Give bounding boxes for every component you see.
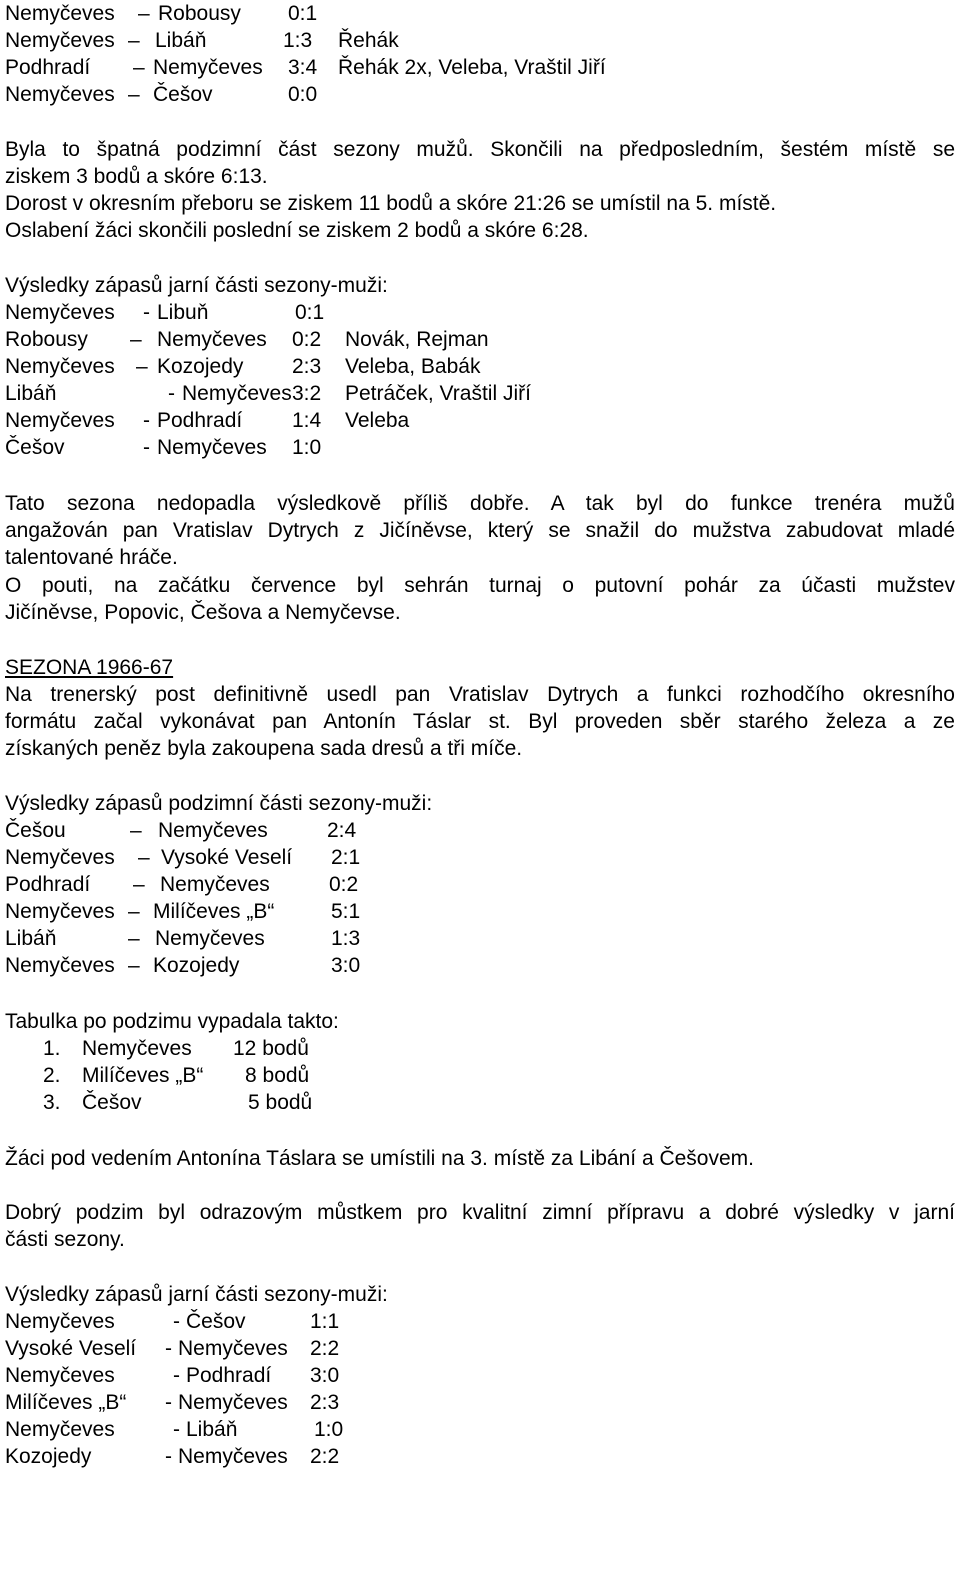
dash: – [138,846,150,869]
dash: - [143,301,150,324]
scorers: Petráček, Vraštil Jiří [345,382,531,405]
away-team: Kozojedy [157,355,244,378]
home-team: Češou [5,819,66,842]
dash: – [130,328,142,351]
dash: – [128,927,140,950]
rank: 1. [43,1037,61,1060]
score: 1:4 [292,409,322,432]
dash: - [165,1391,172,1414]
summary-line: Oslabení žáci skončili poslední se ziskem 2 bodů a skóre 6:28. [5,219,589,242]
home-team: Milíčeves „B“ [5,1391,127,1414]
score: 3:0 [331,954,361,977]
away-team: Podhradí [186,1364,272,1387]
away-team: Vysoké Veselí [161,846,293,869]
dash: - [143,409,150,432]
score: 1:3 [331,927,361,950]
team: Nemyčeves [82,1037,192,1060]
home-team: Podhradí [5,873,91,896]
home-team: Nemyčeves [5,301,115,324]
scorers: Novák, Rejman [345,328,489,351]
dash: - [168,382,175,405]
away-team: Libuň [157,301,209,324]
score: 1:0 [292,436,322,459]
home-team: Nemyčeves [5,29,115,52]
away-team: Nemyčeves [178,1337,288,1360]
section-heading: Výsledky zápasů jarní části sezony-muži: [5,274,388,297]
paragraph-line: formátu začal vykonávat pan Antonín Táslar st. Byl proveden sběr starého železa a ze [5,710,955,733]
score: 1:3 [283,29,313,52]
match-row [5,407,410,434]
summary-line: Dorost v okresním přeboru se ziskem 11 bodů a skóre 21:26 se umístil na 5. místě. [5,192,777,215]
scorers: Veleba, Babák [345,355,481,378]
away-team: Nemyčeves [178,1391,288,1414]
match-row [5,871,359,898]
points: 5 bodů [248,1091,313,1114]
home-team: Nemyčeves [5,846,115,869]
dash: - [165,1445,172,1468]
paragraph-line: angažován pan Vratislav Dytrych z Jičíněvse, který se snažil do mužstva zabudovat mladé [5,519,955,542]
match-row [5,1335,340,1362]
match-row [5,952,361,979]
match-row [5,925,361,952]
scorers: Veleba [345,409,410,432]
paragraph-line: získaných peněz byla zakoupena sada dresů a tři míče. [5,737,523,760]
home-team: Nemyčeves [5,900,115,923]
dash: – [133,873,145,896]
score: 2:1 [331,846,361,869]
youth-note: Žáci pod vedením Antonína Táslara se umístili na 3. místě za Libání a Češovem. [5,1147,754,1170]
paragraph-line: Jičíněvse, Popovic, Češova a Nemyčevse. [5,601,401,624]
match-row [5,1389,340,1416]
home-team: Kozojedy [5,1445,92,1468]
scorers: Řehák 2x, Veleba, Vraštil Jiří [338,56,606,79]
paragraph-line: Tato sezona nedopadla výsledkově příliš dobře. A tak byl do funkce trenéra mužů [5,492,955,515]
dash: – [128,83,140,106]
home-team: Nemyčeves [5,355,115,378]
match-row [5,81,318,108]
score: 2:3 [292,355,322,378]
paragraph-line: O pouti, na začátku července byl sehrán turnaj o putovní pohár za účasti mužstev [5,574,955,597]
scorers: Řehák [338,29,399,52]
away-team: Milíčeves „B“ [153,900,275,923]
score: 0:2 [292,328,322,351]
away-team: Nemyčeves [155,927,265,950]
dash: – [138,2,150,25]
match-row [5,817,357,844]
summary-line: Byla to špatná podzimní část sezony mužů. Skončili na předposledním, šestém místě se [5,138,955,161]
score: 1:0 [314,1418,344,1441]
home-team: Vysoké Veselí [5,1337,137,1360]
dash: – [133,56,145,79]
score: 5:1 [331,900,361,923]
away-team: Nemyčeves [153,56,263,79]
paragraph-line: Dobrý podzim byl odrazovým můstkem pro kvalitní zimní přípravu a dobré výsledky v jarní [5,1201,955,1224]
home-team: Nemyčeves [5,83,115,106]
home-team: Libáň [5,382,57,405]
score: 2:2 [310,1337,340,1360]
home-team: Nemyčeves [5,1310,115,1333]
match-row [5,898,361,925]
match-row [5,353,481,380]
paragraph-line: Na trenerský post definitivně usedl pan Vratislav Dytrych a funkci rozhodčího okresního [5,683,955,706]
paragraph-line: talentované hráče. [5,546,178,569]
dash: - [173,1310,180,1333]
paragraph-line: části sezony. [5,1228,125,1251]
dash: - [143,436,150,459]
match-row [5,27,399,54]
score: 2:3 [310,1391,340,1414]
match-row [5,326,489,353]
score: 3:0 [310,1364,340,1387]
match-row [5,1443,340,1470]
dash: - [173,1364,180,1387]
table-row [5,1089,313,1116]
score: 2:2 [310,1445,340,1468]
home-team: Nemyčeves [5,2,115,25]
table-row [5,1062,310,1089]
home-team: Nemyčeves [5,954,115,977]
home-team: Češov [5,436,65,459]
season-title: SEZONA 1966-67 [5,656,174,679]
home-team: Podhradí [5,56,91,79]
dash: – [136,355,148,378]
score: 0:0 [288,83,318,106]
rank: 3. [43,1091,61,1114]
match-row [5,0,318,27]
dash: – [128,29,140,52]
section-heading: Výsledky zápasů jarní části sezony-muži: [5,1283,388,1306]
match-row [5,380,531,407]
home-team: Libáň [5,927,57,950]
match-row [5,844,361,871]
points: 12 bodů [233,1037,309,1060]
dash: - [165,1337,172,1360]
score: 1:1 [310,1310,340,1333]
away-team: Nemyčeves [160,873,270,896]
away-team: Nemyčeves [178,1445,288,1468]
away-team: Nemyčeves [182,382,292,405]
home-team: Nemyčeves [5,409,115,432]
score: 0:1 [295,301,325,324]
away-team: Nemyčeves [157,328,267,351]
away-team: Nemyčeves [158,819,268,842]
section-heading: Výsledky zápasů podzimní části sezony-muži: [5,792,433,815]
points: 8 bodů [245,1064,310,1087]
home-team: Nemyčeves [5,1418,115,1441]
match-row [5,1416,344,1443]
team: Milíčeves „B“ [82,1064,204,1087]
score: 3:2 [292,382,322,405]
away-team: Robousy [158,2,241,25]
away-team: Češov [186,1310,246,1333]
dash: – [128,954,140,977]
score: 3:4 [288,56,318,79]
score: 2:4 [327,819,357,842]
away-team: Nemyčeves [157,436,267,459]
score: 0:1 [288,2,318,25]
match-row [5,54,606,81]
dash: – [130,819,142,842]
table-heading: Tabulka po podzimu vypadala takto: [5,1010,339,1033]
table-row [5,1035,309,1062]
home-team: Nemyčeves [5,1364,115,1387]
match-row [5,1308,340,1335]
away-team: Podhradí [157,409,243,432]
dash: - [173,1418,180,1441]
away-team: Kozojedy [153,954,240,977]
away-team: Libáň [186,1418,238,1441]
away-team: Libáň [155,29,207,52]
match-row [5,434,322,461]
team: Češov [82,1091,142,1114]
match-row [5,1362,340,1389]
home-team: Robousy [5,328,88,351]
summary-line: ziskem 3 bodů a skóre 6:13. [5,165,268,188]
dash: – [128,900,140,923]
match-row [5,299,325,326]
away-team: Češov [153,83,213,106]
rank: 2. [43,1064,61,1087]
score: 0:2 [329,873,359,896]
